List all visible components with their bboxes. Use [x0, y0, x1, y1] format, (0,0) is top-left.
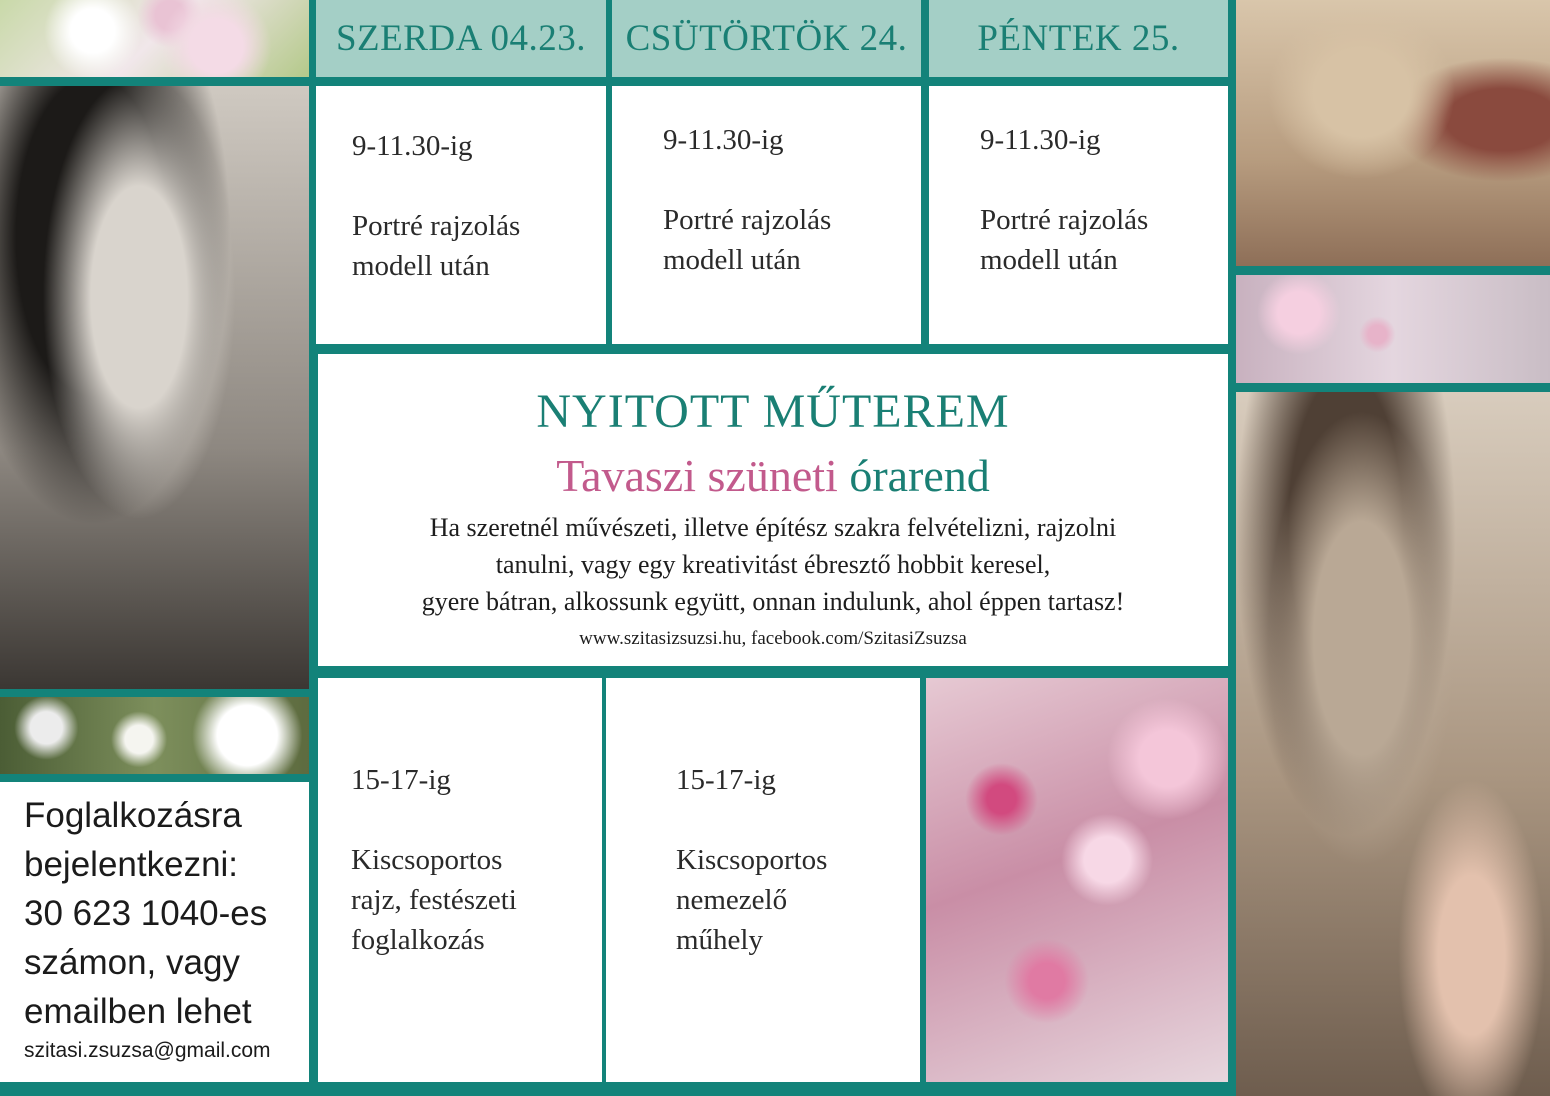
session-time: 15-17-ig — [676, 764, 776, 796]
contact-line: Foglalkozásra — [24, 796, 242, 835]
page-title: NYITOTT MŰTEREM — [536, 385, 1010, 438]
portrait-drawing-older-woman-photo — [1236, 392, 1550, 1096]
announcement-body — [318, 509, 1228, 620]
subtitle-pink-part: Tavaszi szüneti — [556, 450, 838, 501]
contact-line: 30 623 1040-es — [24, 894, 268, 933]
contact-line: számon, vagy — [24, 943, 240, 982]
session-description-line: foglalkozás — [351, 924, 485, 956]
contact-box — [0, 782, 309, 1082]
session-description-line: modell után — [352, 250, 490, 282]
session-description-line: modell után — [663, 244, 801, 276]
white-flowers-photo — [0, 697, 309, 774]
session-description-line: Kiscsoportos — [676, 844, 828, 876]
session-time: 9-11.30-ig — [352, 130, 473, 162]
body-line: gyere bátran, alkossunk együtt, onnan indulunk, ahol éppen tartasz! — [421, 587, 1125, 616]
day-header-label: CSÜTÖRTÖK 24. — [625, 18, 908, 59]
day-header-label: PÉNTEK 25. — [977, 18, 1180, 59]
session-description-line: nemezelő — [676, 884, 788, 916]
session-description-line: Portré rajzolás — [663, 204, 832, 236]
session-description-line: műhely — [676, 924, 763, 956]
morning-session-wednesday — [316, 86, 606, 344]
day-header-thursday — [612, 0, 921, 77]
blossom-photo-top-left — [0, 0, 309, 77]
blossom-branch-photo — [1236, 275, 1550, 383]
student-drawing-at-easel-photo — [1236, 0, 1550, 266]
session-time: 9-11.30-ig — [663, 124, 784, 156]
session-description-line: rajz, festészeti — [351, 884, 517, 916]
morning-session-thursday — [612, 86, 921, 344]
contact-line: emailben lehet — [24, 992, 252, 1031]
portrait-drawing-woman-dark-hair — [0, 86, 309, 689]
page-subtitle — [318, 449, 1228, 502]
subtitle-teal-part: órarend — [849, 450, 990, 501]
website-links[interactable]: www.szitasizsuzsi.hu, facebook.com/SzitasiZsuzsa — [579, 628, 967, 649]
contact-line: bejelentkezni: — [24, 845, 239, 884]
body-line: Ha szeretnél művészeti, illetve építész szakra felvételizni, rajzolni — [429, 513, 1117, 542]
session-description-line: modell után — [980, 244, 1118, 276]
announcement-box — [318, 354, 1228, 666]
session-description-line: Portré rajzolás — [980, 204, 1149, 236]
day-header-wednesday — [316, 0, 606, 77]
session-description-line: Kiscsoportos — [351, 844, 503, 876]
contact-email[interactable]: szitasi.zsuzsa@gmail.com — [24, 1039, 271, 1062]
afternoon-session-drawing — [318, 678, 602, 1082]
session-time: 15-17-ig — [351, 764, 451, 796]
session-description-line: Portré rajzolás — [352, 210, 521, 242]
body-line: tanulni, vagy egy kreativitást ébresztő hobbit keresel, — [495, 550, 1051, 579]
session-time: 9-11.30-ig — [980, 124, 1101, 156]
day-header-friday — [929, 0, 1228, 77]
morning-session-friday — [929, 86, 1228, 344]
afternoon-session-felting — [606, 678, 920, 1082]
pink-blossom-photo — [926, 678, 1228, 1082]
day-header-label: SZERDA 04.23. — [335, 18, 587, 59]
